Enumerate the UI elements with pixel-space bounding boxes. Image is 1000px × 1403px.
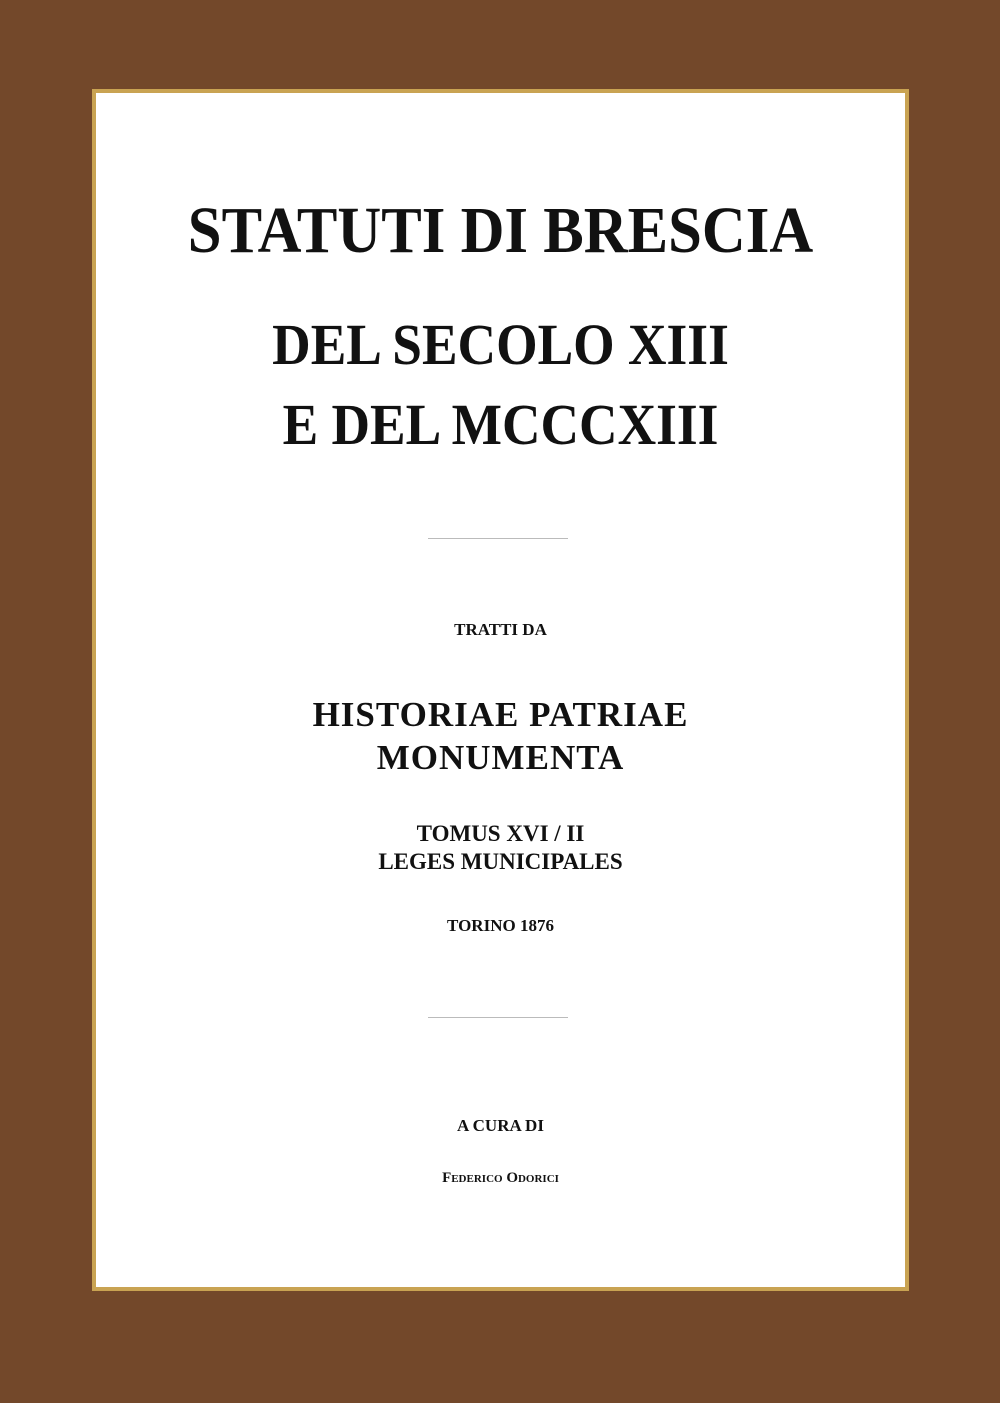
book-cover-page — [92, 89, 909, 1291]
edited-by-label: A CURA DI — [457, 1116, 544, 1135]
place-and-date: TORINO 1876 — [447, 916, 554, 935]
series-title-line-2: MONUMENTA — [376, 738, 625, 777]
cover-subtitle-line-2: E DEL MCCCXIII — [282, 392, 719, 457]
series-title-line-1: HISTORIAE PATRIAE — [312, 695, 689, 734]
divider-bottom — [428, 1017, 568, 1018]
cover-subtitle-line-1: DEL SECOLO XIII — [272, 312, 729, 377]
editor-name: Federico Odorici — [442, 1170, 559, 1186]
cover-title: STATUTI DI BRESCIA — [187, 194, 814, 267]
volume-number: TOMUS XVI / II — [416, 821, 585, 846]
volume-title: LEGES MUNICIPALES — [378, 849, 623, 874]
divider-top — [428, 538, 568, 539]
source-label: TRATTI DA — [454, 620, 547, 639]
